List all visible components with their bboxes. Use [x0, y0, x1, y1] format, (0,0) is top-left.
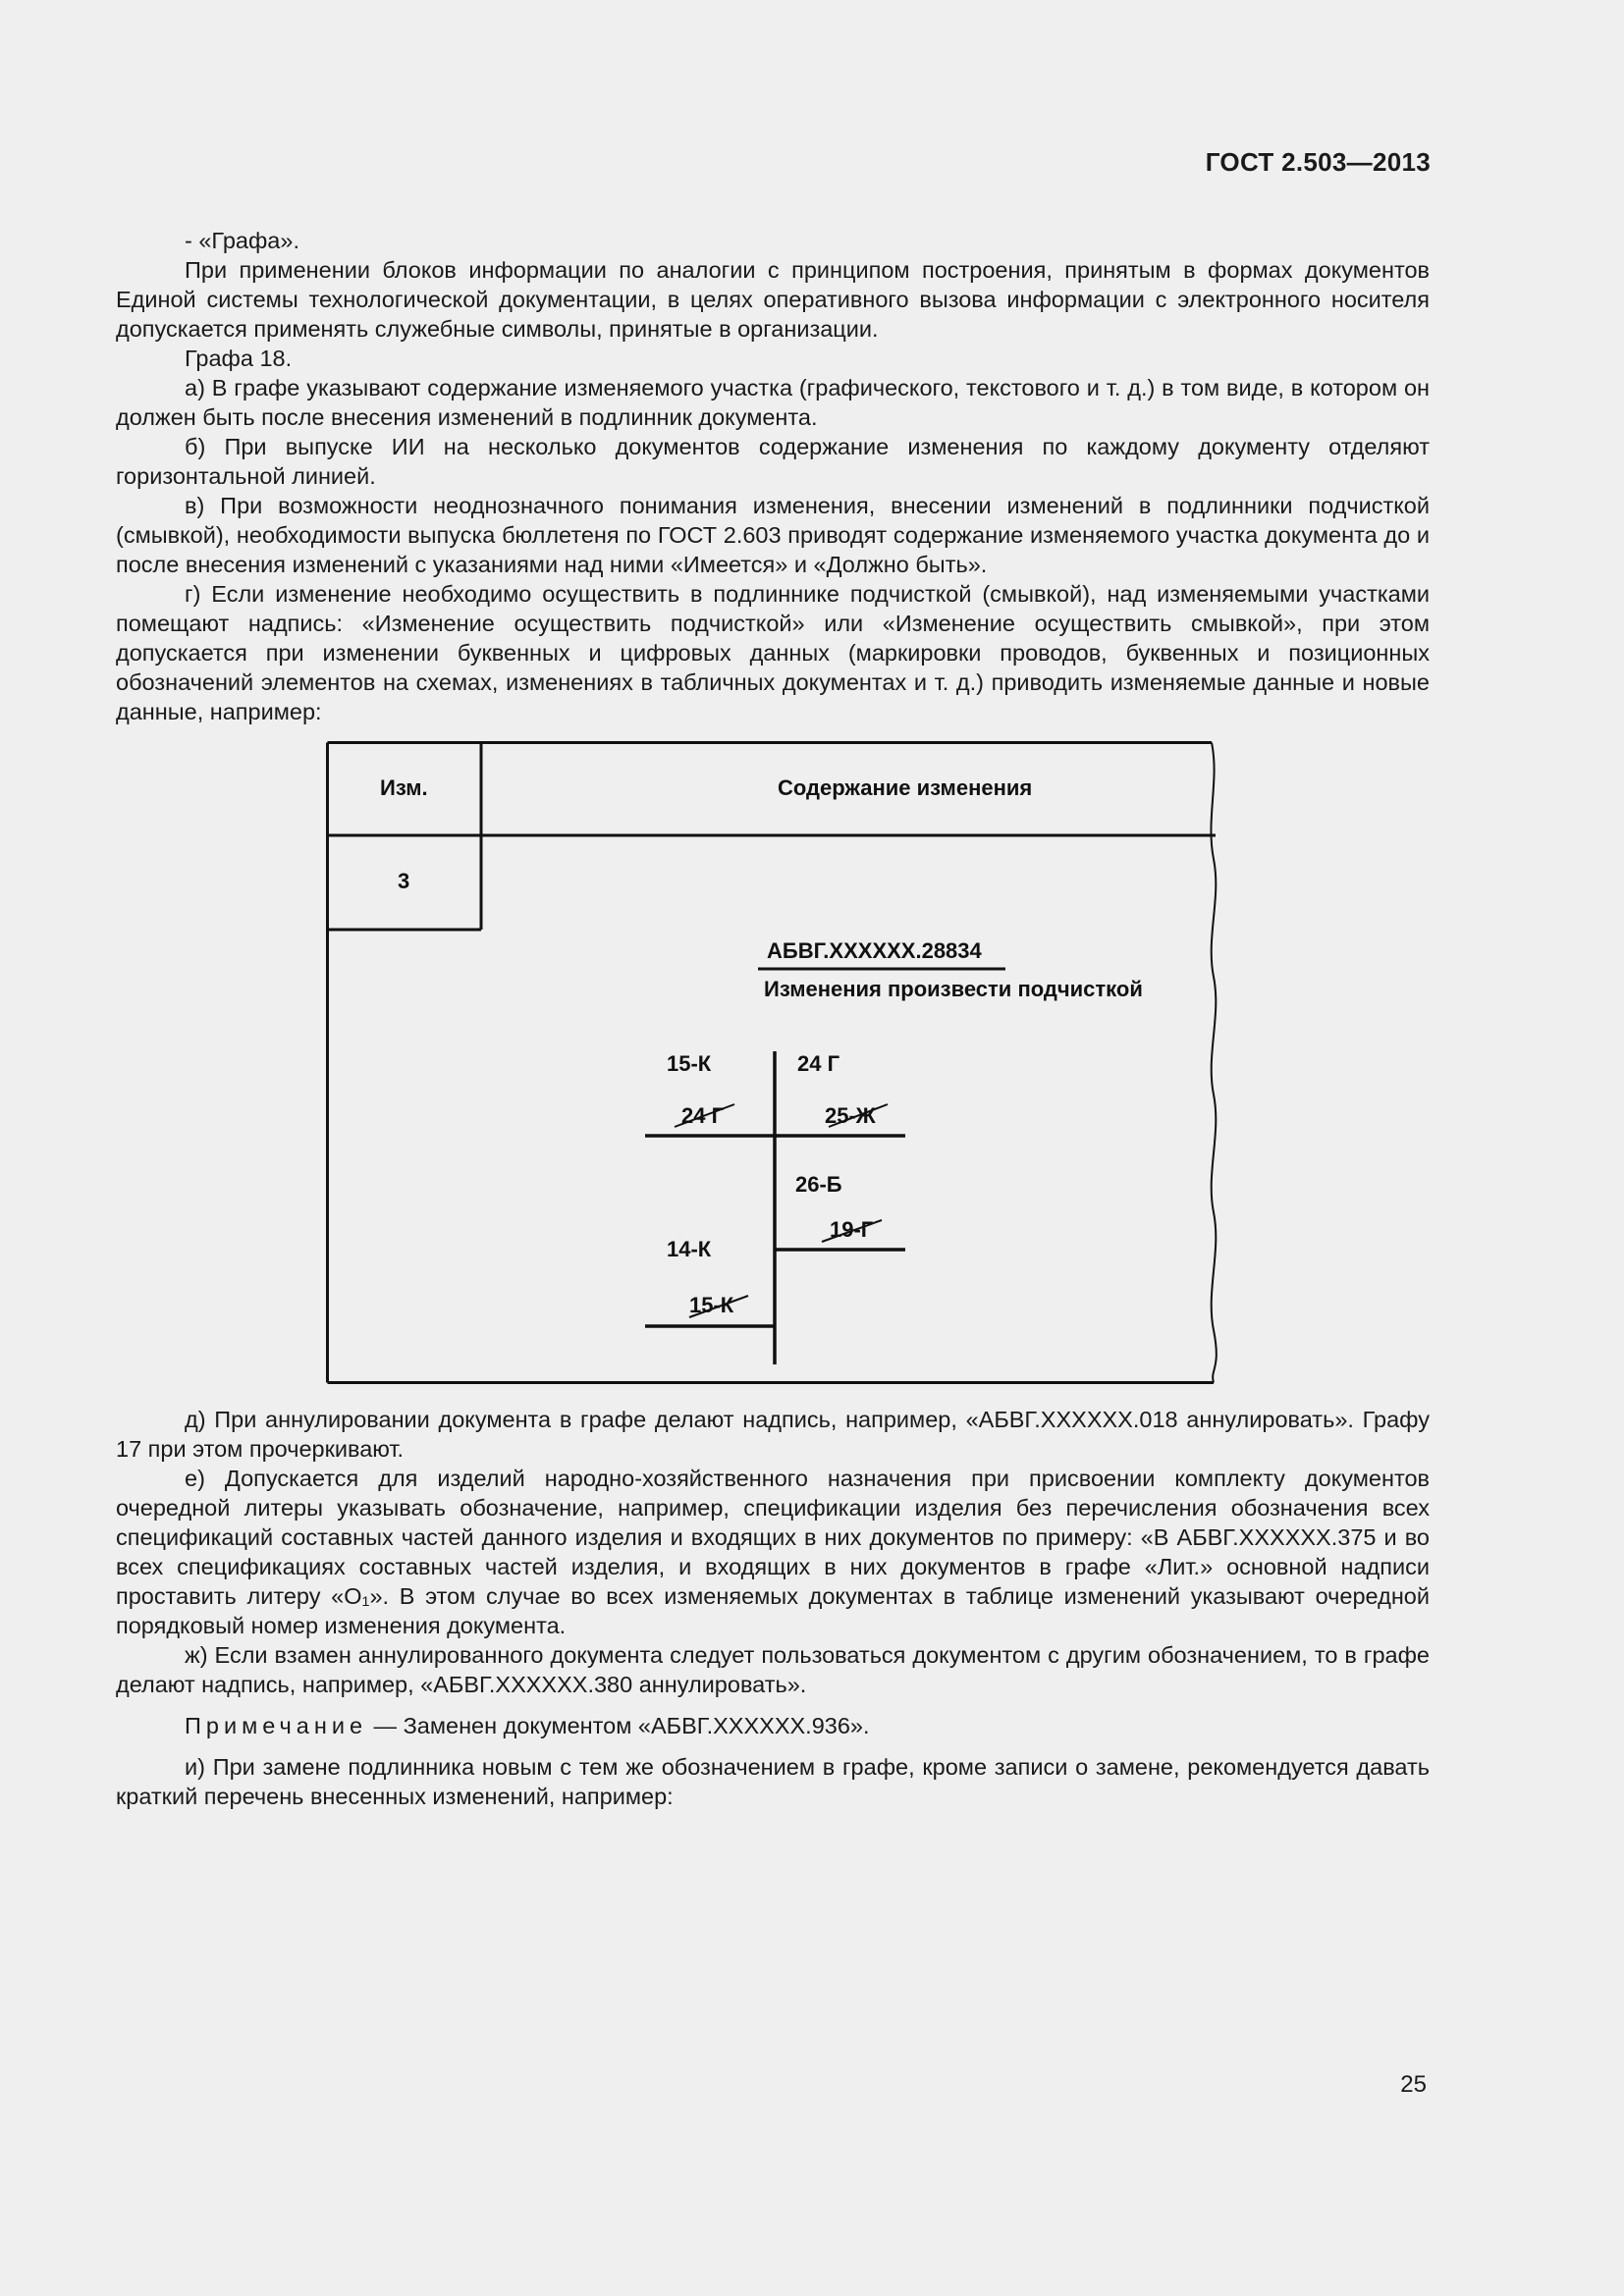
- header-content-label: Содержание изменения: [778, 775, 1033, 800]
- mark-old: 15-К: [689, 1293, 734, 1317]
- note: [116, 1711, 1430, 1740]
- mark-old: 19-Г: [830, 1217, 874, 1242]
- table-frame: [326, 741, 1219, 1384]
- document-code-header: ГОСТ 2.503—2013: [1205, 147, 1431, 177]
- paragraph: а) В графе указывают содержание изменяемого участка (графического, текстового и т. д.) в том виде, в котором он должен быть после внесения изменений в подлинник документа.: [116, 375, 1430, 430]
- note-label: Примечание: [185, 1713, 368, 1738]
- body-text-top: [116, 226, 1430, 726]
- paragraph: е) Допускается для изделий народно-хозяйственного назначения при присвоении комплекту документов очередной литеры указывать обозначение, например, спецификации изделия без перечисления обозначения всех спецификаций составных частей данного изделия и входящих в них документов по примеру: «В АБВГ.XXXXXX.375 и во всех спецификациях составных частей изделия, и входящих в них документов в графе «Лит.» основной надписи проставить литеру «О₁». В этом случае во всех изменяемых документах в таблице изменений указывают очередной порядковый номер изменения документа.: [116, 1466, 1430, 1638]
- mark-old: 25-Ж: [825, 1103, 876, 1128]
- mark-new: 26-Б: [795, 1172, 842, 1197]
- paragraph: и) При замене подлинника новым с тем же обозначением в графе, кроме записи о замене, рекомендуется давать краткий перечень внесенных изменений, например:: [116, 1754, 1430, 1809]
- paragraph: г) Если изменение необходимо осуществить в подлиннике подчисткой (смывкой), над изменяемыми участками помещают надпись: «Изменение осуществить подчисткой» или «Изменение осуществить смывкой», при этом допускается при изменении буквенных и цифровых данных (маркировки проводов, буквенных и позиционных обозначений элементов на схемах, изменениях в табличных документах и т. д.) приводить изменяемые данные и новые данные, например:: [116, 581, 1430, 724]
- paragraph: в) При возможности неоднозначного понимания изменения, внесении изменений в подлинники подчисткой (смывкой), необходимости выпуска бюллетеня по ГОСТ 2.603 приводят содержание изменяемого участка документа до и после внесения изменений с указаниями над ними «Имеется» и «Должно быть».: [116, 493, 1430, 577]
- instruction-text: Изменения произвести подчисткой: [764, 977, 1143, 1001]
- paragraph: д) При аннулировании документа в графе делают надпись, например, «АБВГ.XXXXXX.018 аннулировать». Графу 17 при этом прочеркивают.: [116, 1407, 1430, 1462]
- change-example-table: [326, 741, 1219, 1384]
- note-text: — Заменен документом «АБВГ.XXXXXX.936».: [367, 1713, 870, 1738]
- change-number: 3: [398, 869, 410, 893]
- mark-new: 24 Г: [797, 1051, 840, 1076]
- mark-old: 24 Г: [681, 1103, 725, 1128]
- paragraph: ж) Если взамен аннулированного документа следует пользоваться документом с другим обозначением, то в графе делают надпись, например, «АБВГ.XXXXXX.380 аннулировать».: [116, 1642, 1430, 1697]
- paragraph: Графа 18.: [185, 346, 293, 371]
- paragraph: При применении блоков информации по аналогии с принципом построения, принятым в формах документов Единой системы технологической документации, в целях оперативного вызова информации с электронного носителя допускается применять служебные символы, принятые в организации.: [116, 257, 1430, 342]
- paragraph: б) При выпуске ИИ на несколько документов содержание изменения по каждому документу отделяют горизонтальной линией.: [116, 434, 1430, 489]
- body-text-bottom: [116, 1405, 1430, 1811]
- paragraph: - «Графа».: [185, 228, 299, 253]
- mark-new: 14-К: [667, 1237, 712, 1261]
- mark-new: 15-К: [667, 1051, 712, 1076]
- page-number: 25: [1400, 2071, 1427, 2098]
- header-change-label: Изм.: [380, 775, 428, 800]
- doc-designation: АБВГ.XXXXXX.28834: [767, 938, 982, 963]
